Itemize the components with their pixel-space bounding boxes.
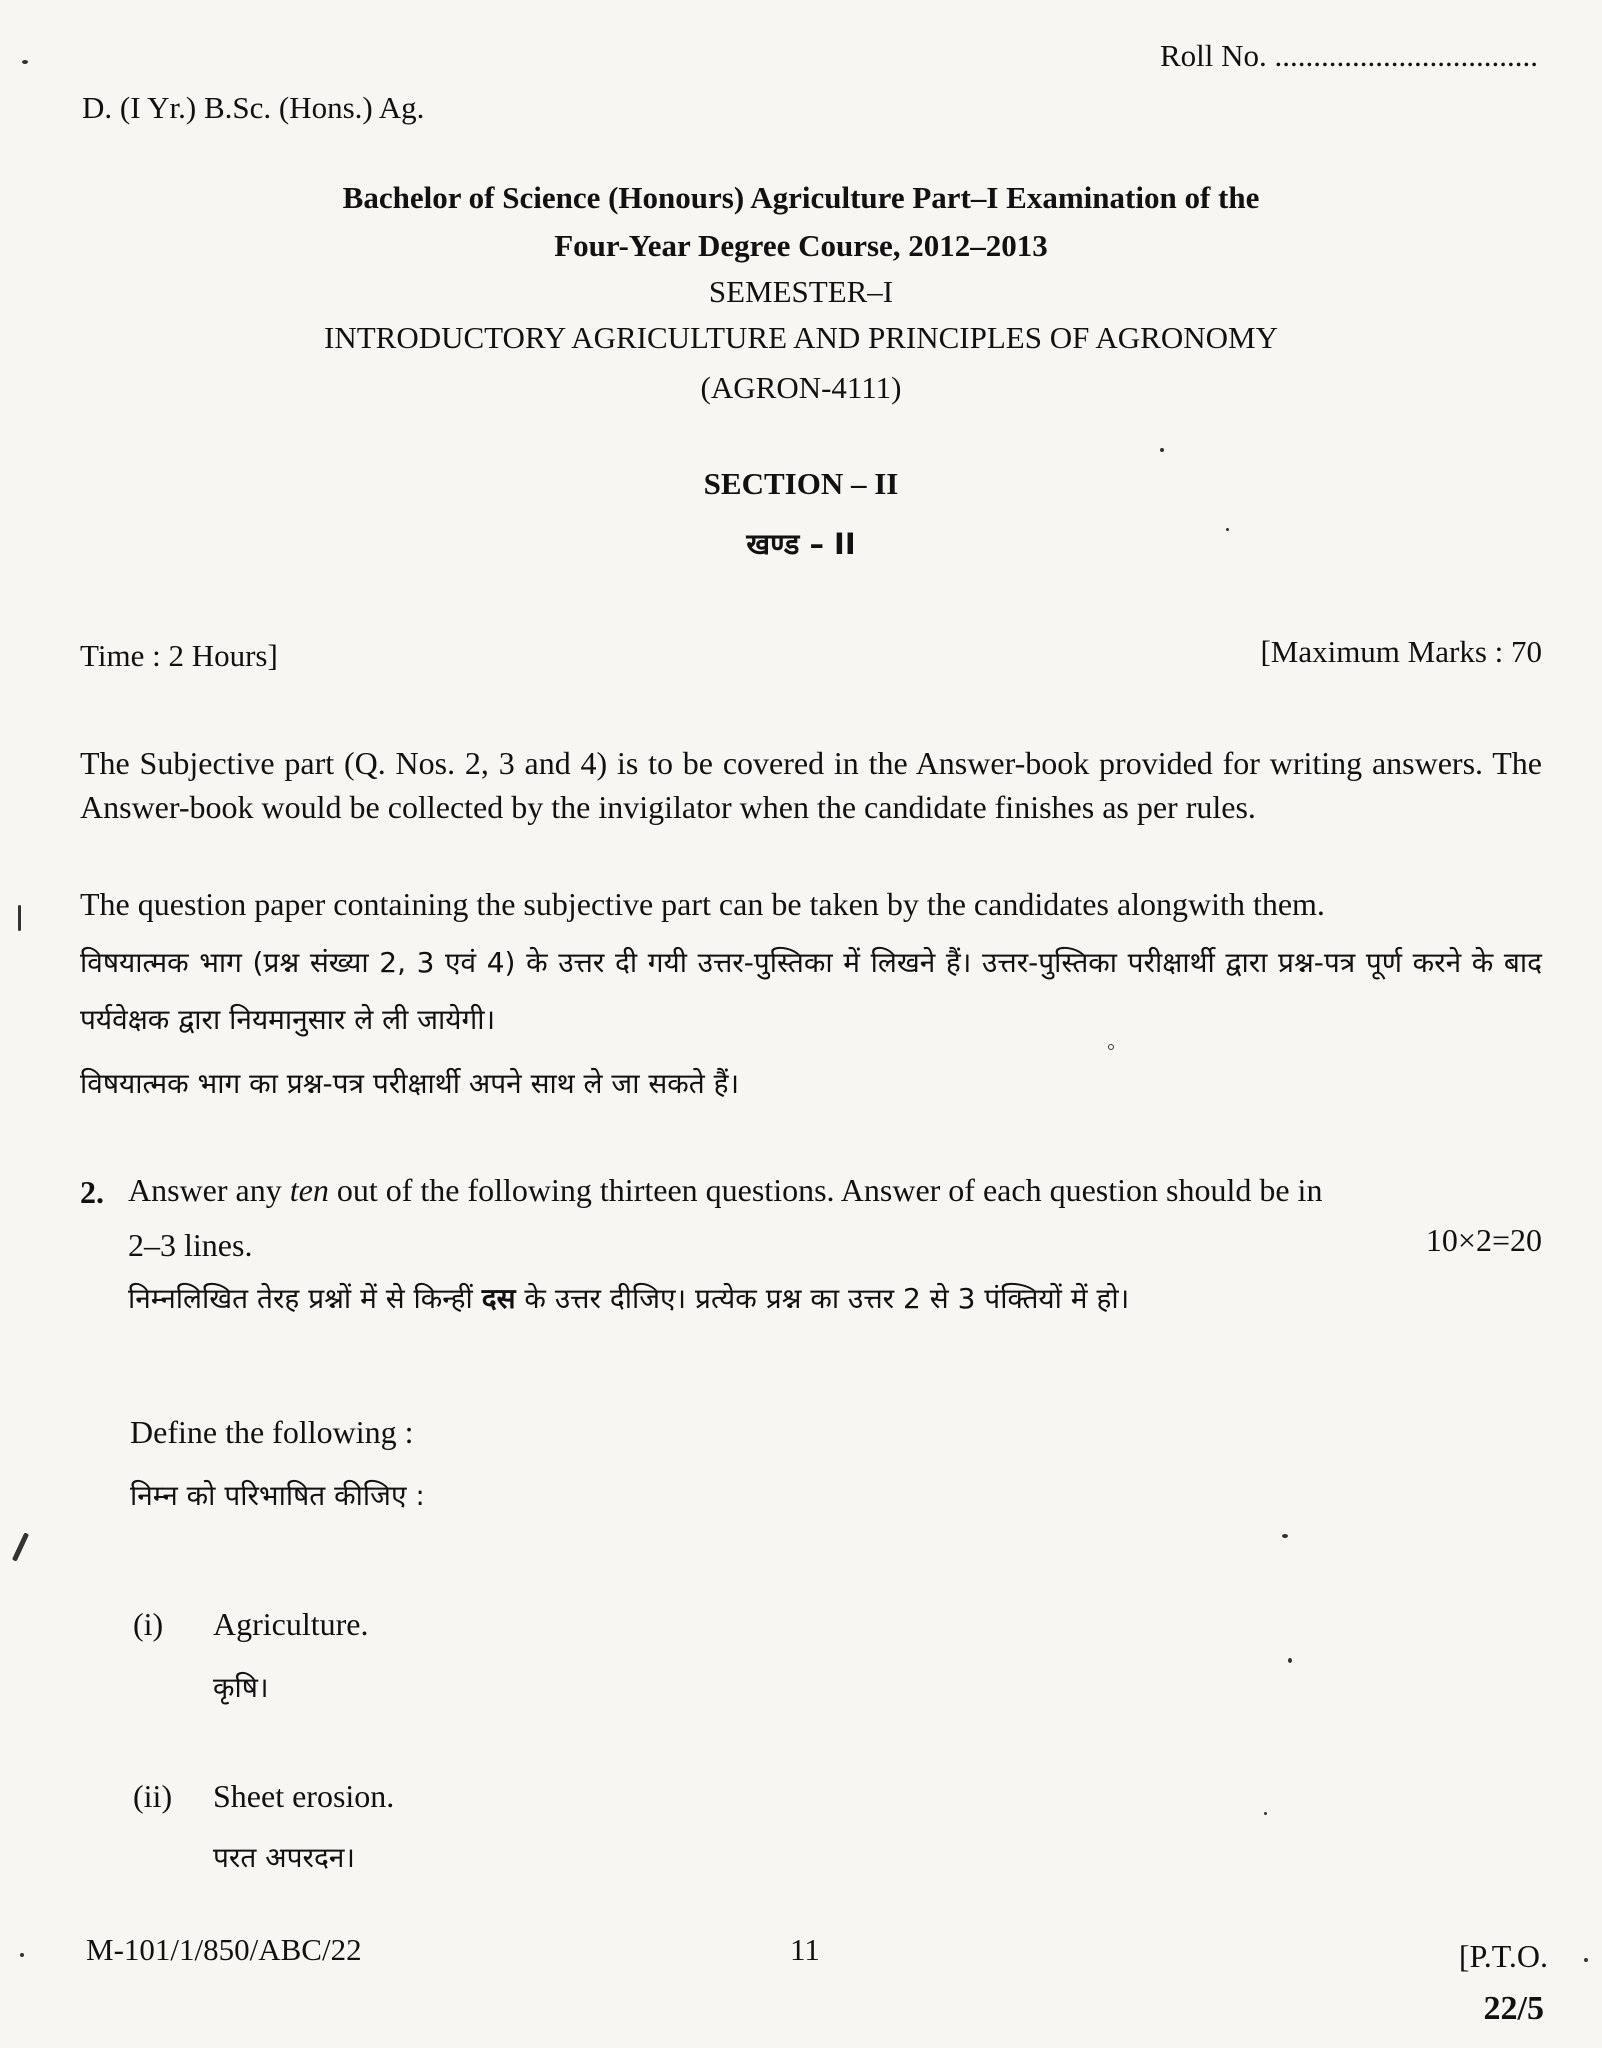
instructions-en-para2: The question paper containing the subjective part can be taken by the candidates alongwith them.: [80, 886, 1325, 922]
page-stamp: 22/5: [1483, 1990, 1544, 2027]
question-number: 2.: [80, 1174, 104, 1210]
question-hindi-part: निम्नलिखित तेरह प्रश्नों में से किन्हीं: [128, 1282, 482, 1315]
maximum-marks: [Maximum Marks : 70: [1260, 634, 1542, 669]
scan-speck: [18, 905, 21, 931]
roll-no-field: Roll No. ..................................: [1159, 38, 1538, 73]
course-code: D. (I Yr.) B.Sc. (Hons.) Ag.: [82, 90, 425, 125]
subject-code: (AGRON-4111): [700, 370, 902, 405]
exam-title-line2: Four-Year Degree Course, 2012–2013: [554, 228, 1048, 263]
question-text-line2: 2–3 lines.: [128, 1227, 253, 1263]
scan-speck: [1288, 1658, 1292, 1663]
scan-speck: [1282, 1534, 1288, 1538]
item-text: Sheet erosion.: [213, 1778, 395, 1814]
question-hindi-bold: दस: [481, 1282, 516, 1315]
question-hindi-part: के उत्तर दीजिए। प्रत्येक प्रश्न का उत्तर 2 से 3 पंक्तियों में हो।: [515, 1282, 1130, 1315]
question-text-hindi: [128, 1270, 1542, 1327]
item-text: Agriculture.: [213, 1606, 369, 1642]
question-marks: 10×2=20: [1425, 1222, 1542, 1258]
exam-title-line1: Bachelor of Science (Honours) Agriculture Part–I Examination of the: [342, 180, 1260, 215]
section-heading: SECTION – II: [703, 466, 899, 501]
question-text-part: out of the following thirteen questions. Answer of each question should be in: [328, 1172, 1323, 1208]
instructions-hi-para1: विषयात्मक भाग (प्रश्न संख्या 2, 3 एवं 4) के उत्तर दी गयी उत्तर-पुस्तिका में लिखने हैं। उत्तर-पुस्तिका परीक्षार्थी द्वारा प्रश्न-पत्र पूर्ण करने के बाद पर्यवेक्षक द्वारा नियमानुसार ले ली जायेगी।: [80, 946, 1542, 1036]
question-text-part: Answer any: [128, 1172, 290, 1208]
scan-speck: [20, 1953, 24, 1957]
item-text-hindi: कृषि।: [213, 1671, 269, 1704]
pto-label: [P.T.O.: [1458, 1938, 1548, 1974]
scan-speck: [22, 60, 28, 64]
item-number: (i): [133, 1606, 164, 1642]
define-instruction: Define the following :: [130, 1414, 414, 1450]
time-allowed: Time : 2 Hours]: [80, 638, 278, 673]
scan-speck: [1226, 528, 1229, 531]
scan-speck: [1108, 1044, 1114, 1050]
scan-speck: [1160, 448, 1164, 452]
question-text-emphasis: ten: [289, 1172, 329, 1208]
instructions-hi-para2: विषयात्मक भाग का प्रश्न-पत्र परीक्षार्थी अपने साथ ले जा सकते हैं।: [80, 1067, 740, 1100]
scan-speck: [1584, 1958, 1588, 1962]
question-text: [128, 1165, 1542, 1216]
page-number: 11: [790, 1932, 820, 1967]
item-text-hindi: परत अपरदन।: [213, 1841, 355, 1874]
define-instruction-hindi: निम्न को परिभाषित कीजिए :: [130, 1479, 425, 1512]
section-heading-hindi: खण्ड – II: [746, 527, 856, 561]
scan-speck: [1264, 1812, 1267, 1815]
item-number: (ii): [133, 1778, 173, 1814]
semester-label: SEMESTER–I: [708, 274, 894, 309]
scan-speck: [12, 1532, 29, 1561]
instructions-en-para1: The Subjective part (Q. Nos. 2, 3 and 4) is to be covered in the Answer-book provided for writing answers. The Answer-book would be collected by the invigilator when the candidate finishes as per rules.: [80, 745, 1542, 825]
footer-code: M-101/1/850/ABC/22: [86, 1932, 362, 1967]
subject-title: INTRODUCTORY AGRICULTURE AND PRINCIPLES OF AGRONOMY: [324, 320, 1278, 355]
